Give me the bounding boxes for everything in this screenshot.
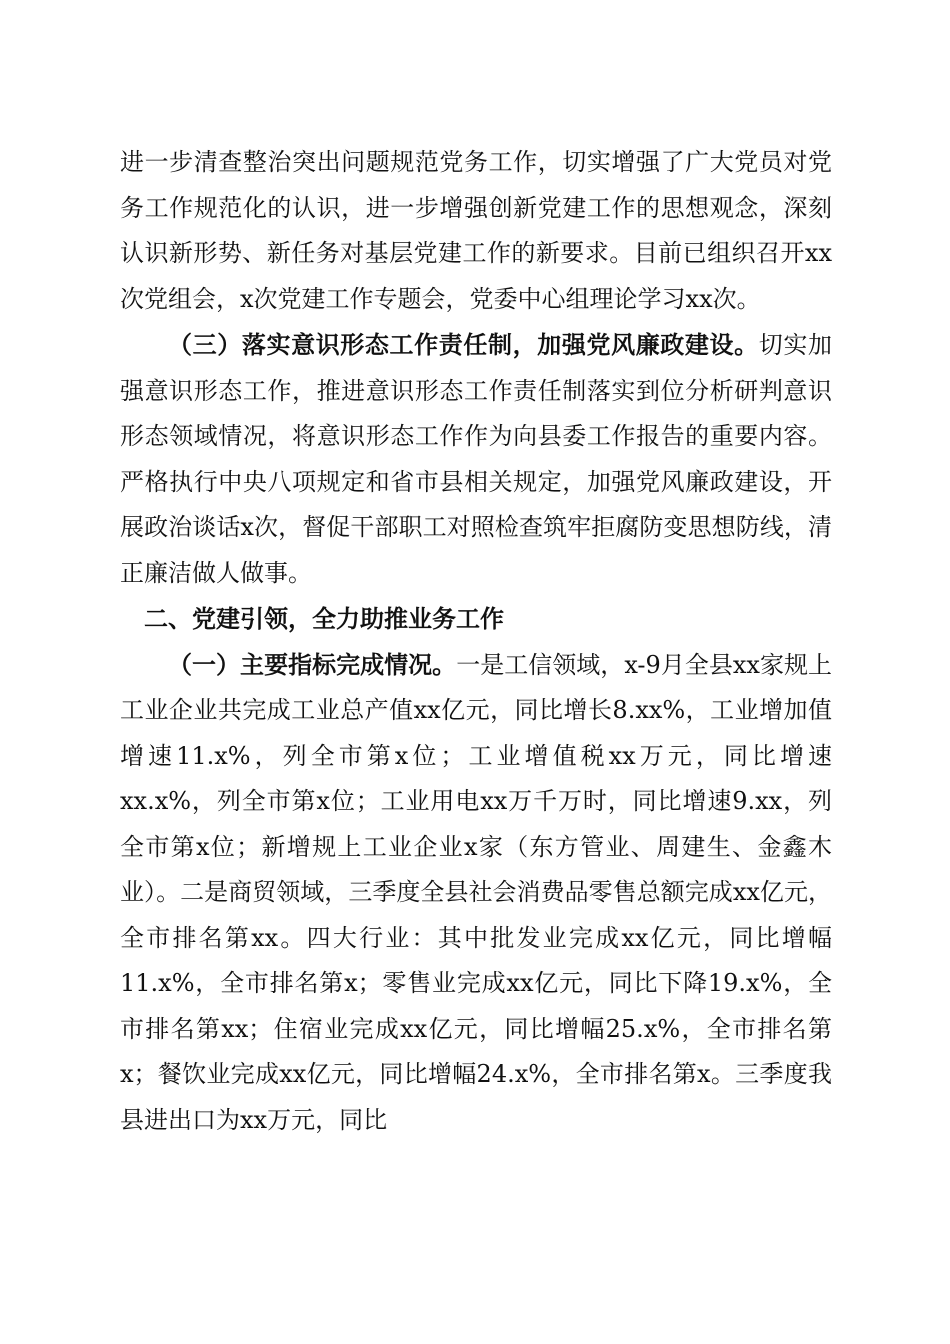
section-heading: 二、党建引领，全力助推业务工作: [144, 604, 504, 633]
subheading-ideology: （三）落实意识形态工作责任制，加强党风廉政建设。: [168, 330, 759, 359]
paragraph-continued: [120, 140, 832, 322]
paragraph-text: 进一步清查整治突出问题规范党务工作，切实增强了广大党员对党务工作规范化的认识，进一步增强创新党建工作的思想观念，深刻认识新形势、新任务对基层党建工作的新要求。目前已组织召开xx次党组会，x次党建工作专题会，党委中心组理论学习xx次。: [120, 148, 832, 313]
paragraph-text: 切实加强意识形态工作，推进意识形态工作责任制落实到位分析研判意识形态领域情况，将意识形态工作作为向县委工作报告的重要内容。严格执行中央八项规定和省市县相关规定，加强党风廉政建设，开展政治谈话x次，督促干部职工对照检查筑牢拒腐防变思想防线，清正廉洁做人做事。: [120, 331, 833, 587]
document-page: [120, 140, 832, 1143]
paragraph-ideology: [120, 322, 832, 596]
paragraph-text: 一是工信领域，x-9月全县xx家规上工业企业共完成工业总产值xx亿元，同比增长8.xx%，工业增加值增速11.x%，列全市第x位；工业增值税xx万元，同比增速xx.x%，列全市第x位；工业用电xx万千万时，同比增速9.xx，列全市第x位；新增规上工业企业x家（东方管业、周建生、金鑫木业）。二是商贸领域，三季度全县社会消费品零售总额完成xx亿元，全市排名第xx。四大行业：其中批发业完成xx亿元，同比增幅11.x%，全市排名第x；零售业完成xx亿元，同比下降19.x%，全市排名第xx；住宿业完成xx亿元，同比增幅25.x%，全市排名第x；餐饮业完成xx亿元，同比增幅24.x%，全市排名第x。三季度我县进出口为xx万元，同比: [120, 650, 833, 1134]
paragraph-indicators: [120, 642, 832, 1144]
subheading-indicators: （一）主要指标完成情况。: [168, 649, 457, 679]
